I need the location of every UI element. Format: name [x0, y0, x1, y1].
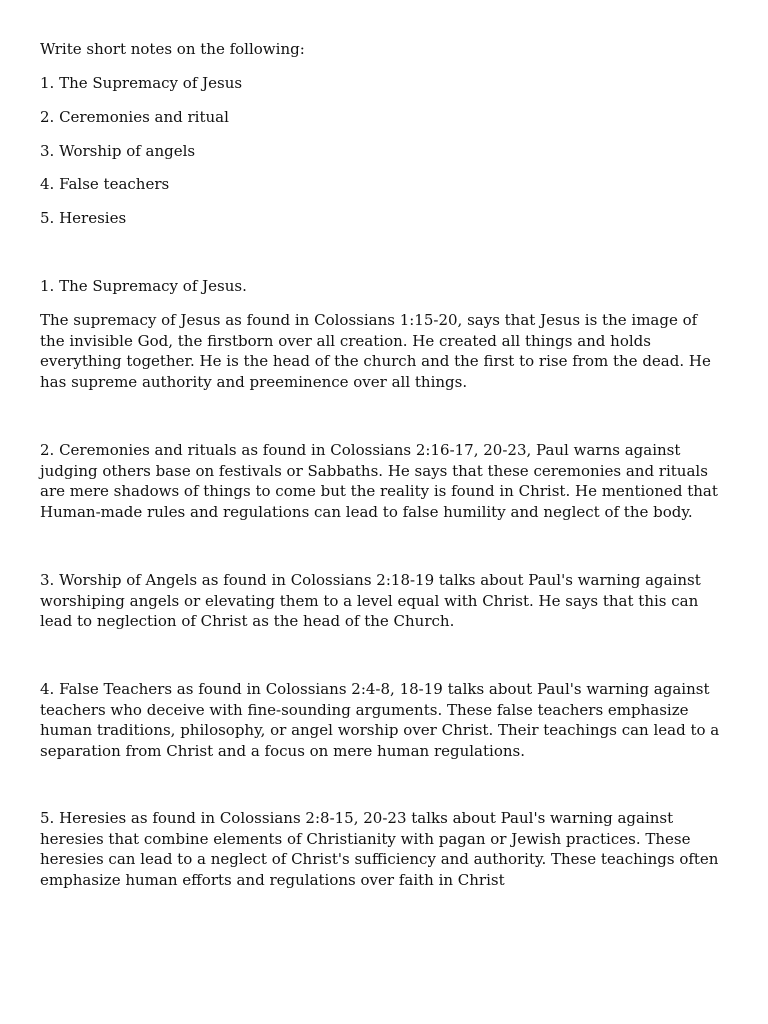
- paragraph-line: 3. Worship of Angels as found in Colossians 2:18-19 talks about Paul's warning against: [40, 571, 701, 589]
- paragraph-line: has supreme authority and preeminence over all things.: [40, 373, 468, 392]
- topic-item: 3. Worship of angels: [40, 142, 196, 160]
- paragraph-line: judging others base on festivals or Sabbaths. He says that these ceremonies and rituals: [40, 461, 708, 480]
- paragraph-line: The supremacy of Jesus as found in Colossians 1:15-20, says that Jesus is the image of: [40, 311, 698, 329]
- paragraph-line: the invisible God, the firstborn over all creation. He created all things and holds: [40, 331, 651, 350]
- paragraph-line: 2. Ceremonies and rituals as found in Colossians 2:16-17, 20-23, Paul warns against: [40, 441, 681, 459]
- paragraph-line: teachers who deceive with fine-sounding arguments. These false teachers emphasize: [40, 700, 689, 719]
- paragraph-line: separation from Christ and a focus on mere human regulations.: [40, 742, 525, 761]
- paragraph-line: heresies that combine elements of Christianity with pagan or Jewish practices. These: [40, 829, 691, 848]
- section-2-paragraph: [40, 440, 730, 523]
- paragraph-line: heresies can lead to a neglect of Christ's sufficiency and authority. These teachings often: [40, 850, 719, 869]
- section-1-paragraph: [40, 310, 730, 393]
- paragraph-line: emphasize human efforts and regulations over faith in Christ: [40, 871, 505, 890]
- section-5-paragraph: [40, 808, 730, 891]
- section-1-heading: 1. The Supremacy of Jesus.: [40, 277, 247, 295]
- paragraph-line: human traditions, philosophy, or angel worship over Christ. Their teachings can lead to a: [40, 721, 720, 740]
- paragraph-line: 5. Heresies as found in Colossians 2:8-15, 20-23 talks about Paul's warning against: [40, 809, 674, 827]
- topic-item: 5. Heresies: [40, 209, 127, 227]
- section-3-paragraph: [40, 570, 730, 632]
- paragraph-line: everything together. He is the head of the church and the first to rise from the dead. He: [40, 352, 711, 371]
- section-4-paragraph: [40, 679, 730, 762]
- intro-text: Write short notes on the following:: [40, 40, 305, 58]
- topic-item: 1. The Supremacy of Jesus: [40, 74, 243, 92]
- topic-item: 4. False teachers: [40, 175, 170, 193]
- paragraph-line: 4. False Teachers as found in Colossians 2:4-8, 18-19 talks about Paul's warning against: [40, 680, 710, 698]
- paragraph-line: Human-made rules and regulations can lead to false humility and neglect of the body.: [40, 503, 693, 522]
- paragraph-line: lead to neglection of Christ as the head of the Church.: [40, 612, 455, 631]
- paragraph-line: worshiping angels or elevating them to a level equal with Christ. He says that this can: [40, 591, 699, 610]
- topic-item: 2. Ceremonies and ritual: [40, 108, 229, 126]
- paragraph-line: are mere shadows of things to come but the reality is found in Christ. He mentioned that: [40, 482, 718, 501]
